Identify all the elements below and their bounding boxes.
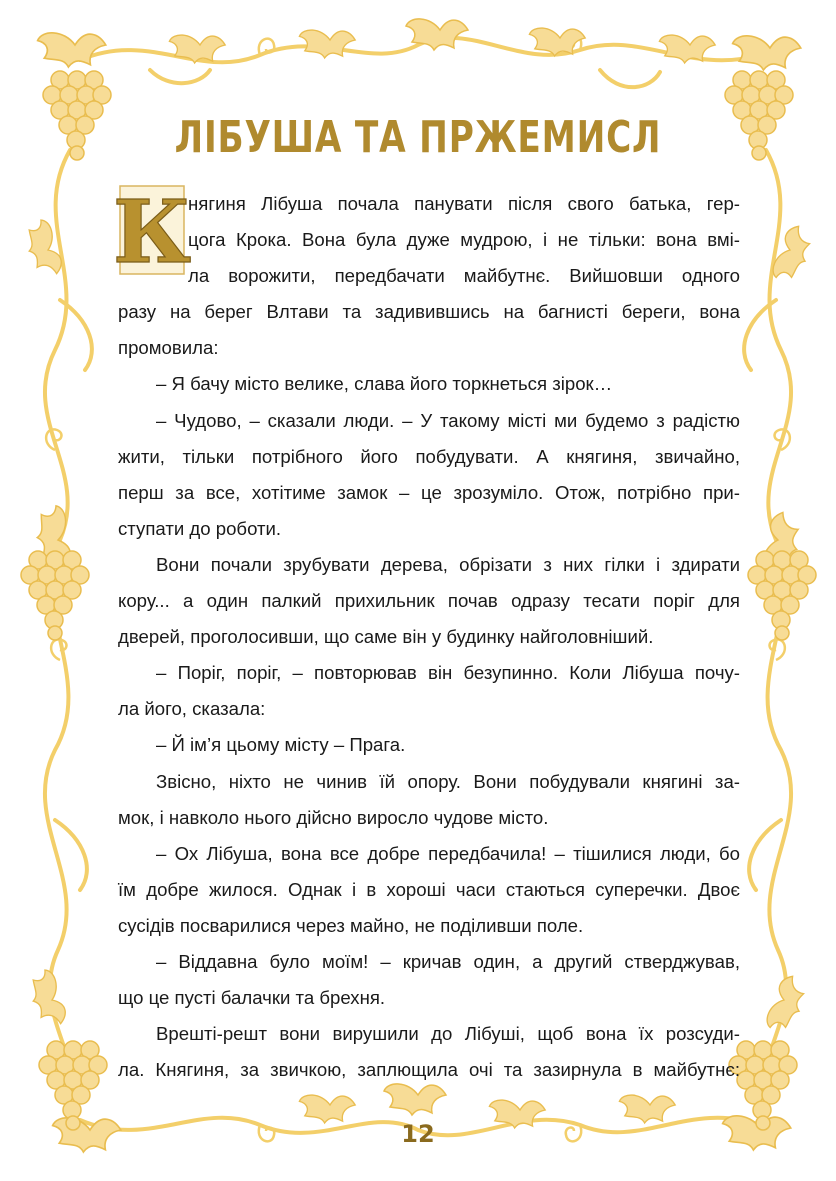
text-line: жити, тільки потрібного його побудувати. А княгиня, звичайно,: [118, 445, 740, 467]
text-line: дверей, проголосивши, що саме він у будинку найголовніший.: [118, 626, 654, 648]
text-line: що це пусті балачки та брехня.: [118, 987, 386, 1009]
text-line: промовила:: [118, 337, 219, 359]
text-line: – Віддавна було моїм! – кричав один, а другий стверджував,: [156, 950, 740, 972]
text-line: ла. Княгиня, за звичкою, заплющила очі та зазирнула в майбутнє:: [118, 1059, 740, 1081]
page-title: ЛІБУША ТА ПРЖЕМИСЛ: [174, 112, 662, 163]
text-line: мок, і навколо нього дійсно виросло чудове місто.: [118, 806, 549, 828]
text-line: ступати до роботи.: [118, 517, 282, 539]
text-line: їм добре жилося. Однак і в хороші часи стаються суперечки. Двоє: [118, 878, 740, 900]
text-line: – Поріг, поріг, – повторював він безупинно. Коли Лібуша почу-: [156, 662, 740, 684]
text-line: – Я бачу місто велике, слава його торкнеться зірок…: [156, 373, 613, 395]
text-line: разу на берег Влтави та задивившись на багнисті береги, вона: [118, 301, 740, 323]
story-text: [118, 186, 740, 1088]
text-line: Врешті-решт вони вирушили до Лібуші, щоб вона їх розсуди-: [156, 1023, 740, 1045]
text-line: – Ох Лібуша, вона все добре передбачила! – тішилися люди, бо: [156, 842, 740, 864]
text-line: цога Крока. Вона була дуже мудрою, і не тільки: вона вмі-: [188, 229, 740, 251]
text-line: кору... а один палкий прихильник почав одразу тесати поріг для: [118, 590, 740, 612]
text-line: Звісно, ніхто не чинив їй опору. Вони побудували княгині за-: [156, 770, 740, 792]
text-line: ла його, сказала:: [118, 698, 266, 720]
text-line: – Й ім’я цьому місту – Прага.: [156, 734, 406, 756]
text-line: нягиня Лібуша почала панувати після свого батька, гер-: [188, 193, 740, 214]
text-line: сусідів посварилися через майно, не поділивши поле.: [118, 914, 584, 936]
page-number: 12: [401, 1120, 435, 1148]
text-line: ла ворожити, передбачати майбутнє. Вийшовши одного: [188, 265, 740, 287]
text-line: – Чудово, – сказали люди. – У такому місті ми будемо з радістю: [156, 409, 740, 431]
text-line: Вони почали зрубувати дерева, обрізати з них гілки і здирати: [156, 553, 740, 575]
text-line: перш за все, хотітиме замок – це зрозуміло. Отож, потрібно при-: [118, 481, 740, 503]
drop-cap-letter: К: [112, 182, 192, 283]
